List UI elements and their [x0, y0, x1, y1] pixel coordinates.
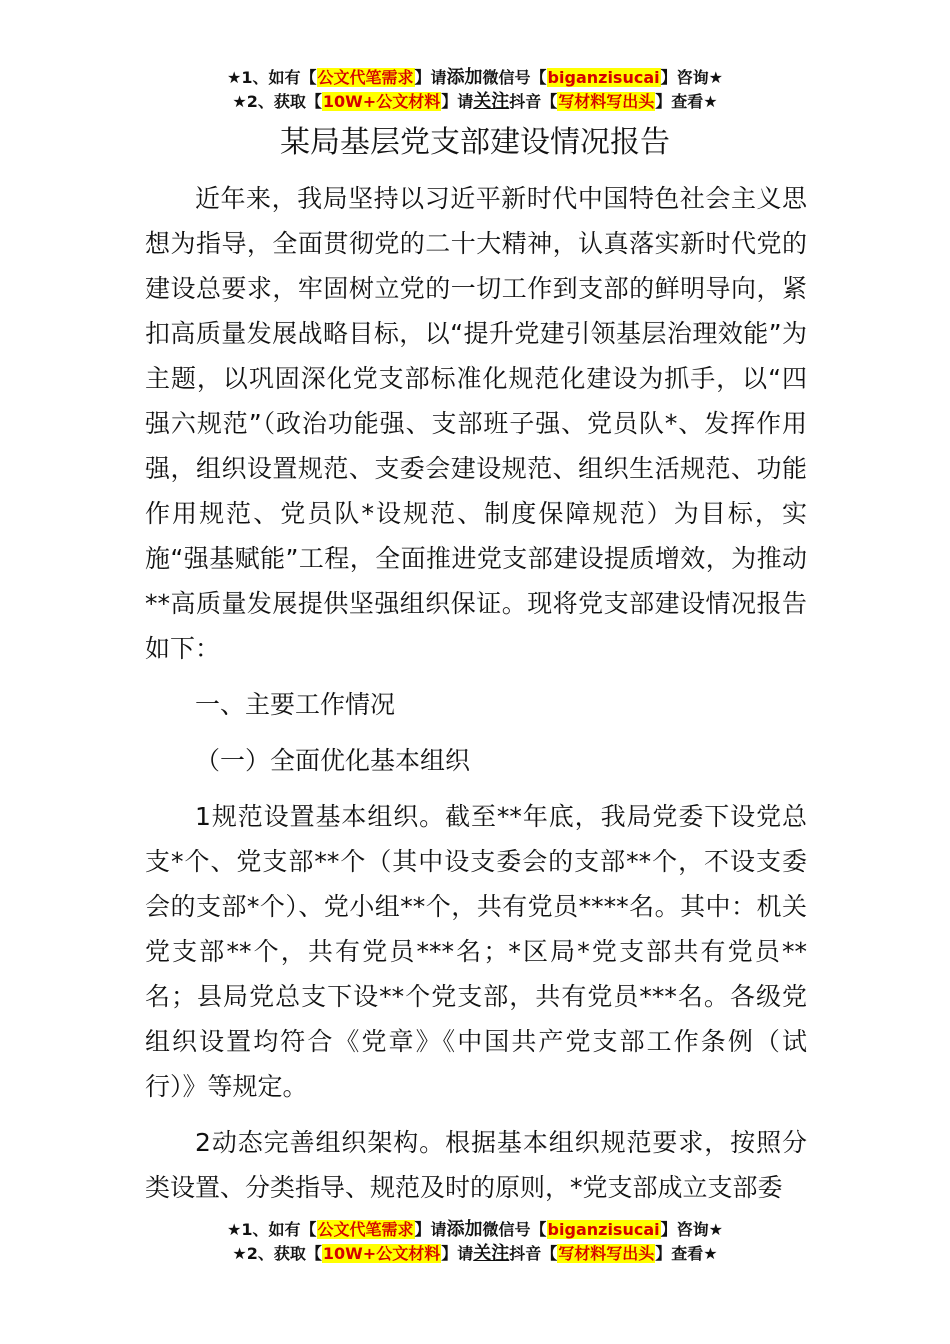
promo-line-2 — [0, 1242, 950, 1266]
promo-text: 】请 — [414, 1220, 447, 1239]
promo-emphasis: 关注 — [473, 91, 510, 112]
promo-line-1 — [0, 1218, 950, 1242]
promo-text: ★1、如有【 — [227, 68, 317, 87]
promo-text: 抖音【 — [509, 92, 558, 111]
promo-highlight: 公文代笔需求 — [317, 68, 414, 87]
promo-text: 】咨询★ — [660, 68, 723, 87]
promo-highlight: 10W+公文材料 — [322, 92, 441, 111]
document-body — [145, 176, 807, 1210]
promo-banner-bottom — [0, 1218, 950, 1266]
promo-highlight-douyin: 写材料写出头 — [558, 92, 655, 111]
promo-emphasis: 关注 — [473, 1243, 510, 1264]
promo-emphasis: 添加 — [446, 67, 483, 88]
section-heading-1: 一、主要工作情况 — [195, 690, 396, 719]
body-paragraph-2: 2动态完善组织架构。根据基本组织规范要求，按照分类设置、分类指导、规范及时的原则，*党支部成立支部委 — [145, 1128, 807, 1202]
promo-text: ★2、获取【 — [232, 1244, 322, 1263]
promo-banner-top — [0, 66, 950, 114]
promo-highlight-wechat-id: biganzisucai — [547, 1220, 660, 1239]
promo-text: 】请 — [441, 1244, 474, 1263]
promo-text: 】查看★ — [655, 92, 718, 111]
promo-highlight: 公文代笔需求 — [317, 1220, 414, 1239]
document-title: 某局基层党支部建设情况报告 — [280, 125, 670, 160]
promo-highlight-wechat-id: biganzisucai — [547, 68, 660, 87]
promo-highlight: 10W+公文材料 — [322, 1244, 441, 1263]
promo-text: ★2、获取【 — [232, 92, 322, 111]
promo-text: 抖音【 — [509, 1244, 558, 1263]
promo-emphasis: 添加 — [446, 1219, 483, 1240]
promo-text: 】请 — [414, 68, 447, 87]
intro-paragraph: 近年来，我局坚持以习近平新时代中国特色社会主义思想为指导，全面贯彻党的二十大精神，认真落实新时代党的建设总要求，牢固树立党的一切工作到支部的鲜明导向，紧扣高质量发展战略目标，以“提升党建引领基层治理效能”为主题，以巩固深化党支部标准化规范化建设为抓手，以“四强六规范”（政治功能强、支部班子强、党员队*、发挥作用强，组织设置规范、支委会建设规范、组织生活规范、功能作用规范、党员队*设规范、制度保障规范）为目标，实施“强基赋能”工程，全面推进党支部建设提质增效，为推动**高质量发展提供坚强组织保证。现将党支部建设情况报告如下： — [145, 184, 807, 663]
subsection-heading-1: （一）全面优化基本组织 — [195, 746, 471, 775]
promo-text: 微信号【 — [482, 1220, 547, 1239]
promo-line-1 — [0, 66, 950, 90]
promo-text: 微信号【 — [482, 68, 547, 87]
promo-text: 】咨询★ — [660, 1220, 723, 1239]
promo-line-2 — [0, 90, 950, 114]
promo-text: 】查看★ — [655, 1244, 718, 1263]
promo-text: 】请 — [441, 92, 474, 111]
promo-highlight-douyin: 写材料写出头 — [558, 1244, 655, 1263]
promo-text: ★1、如有【 — [227, 1220, 317, 1239]
body-paragraph-1: 1规范设置基本组织。截至**年底，我局党委下设党总支*个、党支部**个（其中设支委会的支部**个，不设支委会的支部*个）、党小组**个，共有党员****名。其中：机关党支部**个，共有党员***名；*区局*党支部共有党员**名；县局党总支下设**个党支部，共有党员***名。各级党组织设置均符合《党章》《中国共产党支部工作条例（试行）》等规定。 — [145, 802, 807, 1101]
